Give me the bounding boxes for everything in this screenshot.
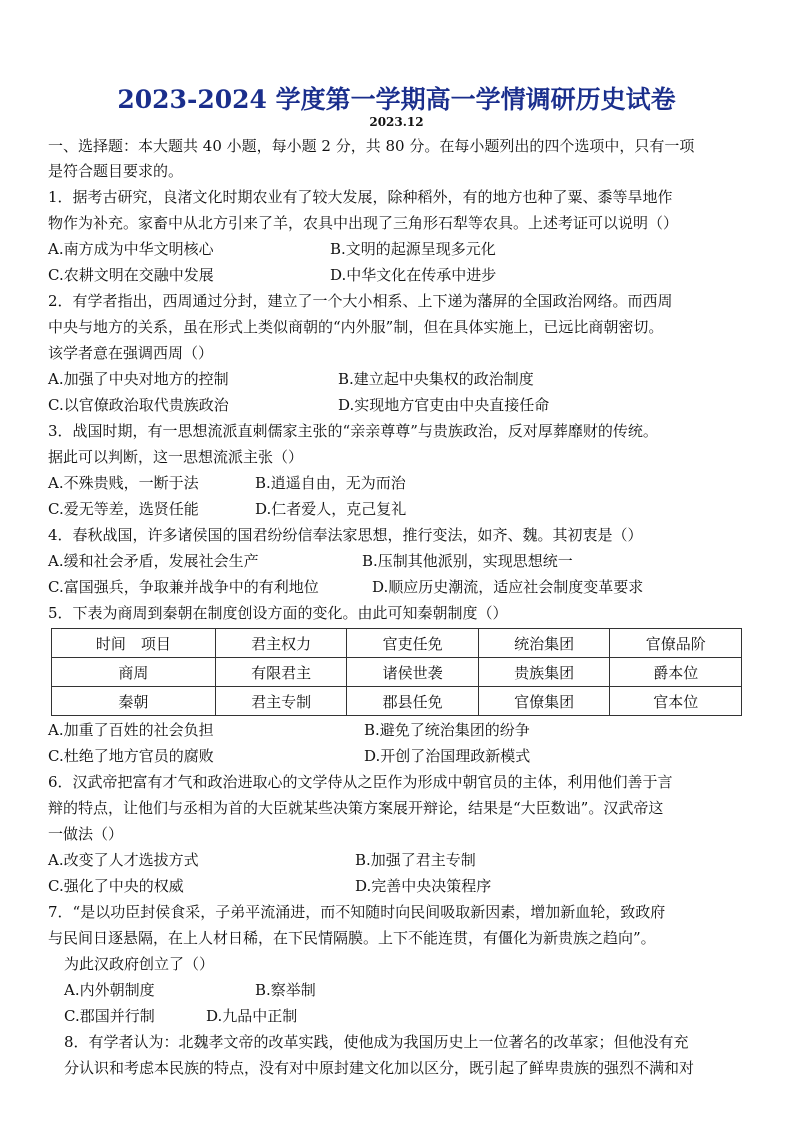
question-3-option-c: C.爱无等差，选贤任能 [48,500,199,518]
question-1-stem: 1．据考古研究，良渚文化时期农业有了较大发展，除种稻外，有的地方也种了粟、黍等旱地作 [48,188,673,206]
question-4-option-b: B.压制其他派别，实现思想统一 [362,552,573,570]
question-2-stem-cont: 中央与地方的关系，虽在形式上类似商朝的“内外服”制，但在具体实施上，已远比商朝密切。 [48,318,664,336]
question-2-option-d: D.实现地方官吏由中央直接任命 [338,396,550,414]
question-2-option-c: C.以官僚政治取代贵族政治 [48,396,229,414]
comparison-table [51,628,742,716]
question-5-option-c: C.杜绝了地方官员的腐败 [48,747,214,765]
table-cell: 秦朝 [52,687,216,716]
question-6-stem: 6．汉武帝把富有才气和政治进取心的文学侍从之臣作为形成中朝官员的主体，利用他们善于言 [48,773,673,791]
question-7-option-b: B.察举制 [255,981,316,999]
table-header-row [52,629,742,658]
exam-date: 2023.12 [369,115,424,129]
question-7-stem: 7．“是以功臣封侯食采，子弟平流涌进，而不知随时向民间吸取新因素，增加新血轮，致政府 [48,903,666,921]
question-6-option-d: D.完善中央决策程序 [355,877,492,895]
table-header-cell: 统治集团 [478,629,610,658]
table-cell: 商周 [52,658,216,687]
question-2-option-b: B.建立起中央集权的政治制度 [338,370,534,388]
question-5-option-d: D.开创了治国理政新模式 [364,747,531,765]
question-1-stem-cont: 物作为补充。家畜中从北方引来了羊，农具中出现了三角形石犁等农具。上述考证可以说明（） [48,214,679,232]
question-2-stem-end: 该学者意在强调西周（） [48,344,214,362]
question-1-option-d: D.中华文化在传承中进步 [330,266,497,284]
table-row [52,687,742,716]
question-3-stem-cont: 据此可以判断，这一思想流派主张（） [48,448,304,466]
exam-title: 2023-2024 学度第一学期高一学情调研历史试卷 [117,85,676,114]
question-8-stem-cont: 分认识和考虑本民族的特点，没有对中原封建文化加以区分，既引起了鲜卑贵族的强烈不满和对 [64,1059,695,1077]
question-6-stem-end: 一做法（） [48,825,124,843]
table-cell: 贵族集团 [478,658,610,687]
question-4-option-a: A.缓和社会矛盾，发展社会生产 [48,552,259,570]
question-7-option-d: D.九品中正制 [206,1007,298,1025]
table-header-cell: 官吏任免 [347,629,479,658]
question-3-option-b: B.逍遥自由，无为而治 [255,474,406,492]
question-2-option-a: A.加强了中央对地方的控制 [48,370,229,388]
section-instructions-cont: 是符合题目要求的。 [48,162,184,180]
question-4-stem: 4．春秋战国，许多诸侯国的国君纷纷信奉法家思想，推行变法，如齐、魏。其初衷是（） [48,526,643,544]
question-6-option-b: B.加强了君主专制 [355,851,476,869]
section-instructions: 一、选择题：本大题共 40 小题，每小题 2 分，共 80 分。在每小题列出的四个选项中，只有一项 [48,137,695,155]
question-5-option-b: B.避免了统治集团的纷争 [364,721,530,739]
question-7-stem-cont: 与民间日逐悬隔，在上人材日稀，在下民情隔膜。上下不能连贯，有僵化为新贵族之趋向”。 [48,929,656,947]
table-cell: 有限君主 [215,658,347,687]
table-cell: 君主专制 [215,687,347,716]
table-row [52,658,742,687]
question-8-stem: 8．有学者认为：北魏孝文帝的改革实践，使他成为我国历史上一位著名的改革家；但他没有充 [64,1033,689,1051]
question-1-option-b: B.文明的起源呈现多元化 [330,240,496,258]
question-6-option-a: A.改变了人才选拔方式 [48,851,199,869]
question-3-option-d: D.仁者爱人，克己复礼 [255,500,407,518]
question-2-stem: 2．有学者指出，西周通过分封，建立了一个大小相系、上下递为藩屏的全国政治网络。而西周 [48,292,673,310]
question-3-option-a: A.不殊贵贱，一断于法 [48,474,199,492]
question-7-option-a: A.内外朝制度 [64,981,155,999]
question-4-option-c: C.富国强兵，争取兼并战争中的有利地位 [48,578,319,596]
question-7-option-c: C.郡国并行制 [64,1007,155,1025]
table-cell: 诸侯世袭 [347,658,479,687]
question-1-option-a: A.南方成为中华文明核心 [48,240,214,258]
table-header-cell: 时间 项目 [52,629,216,658]
table-cell: 爵本位 [610,658,742,687]
question-1-option-c: C.农耕文明在交融中发展 [48,266,214,284]
table-cell: 官本位 [610,687,742,716]
question-7-stem-end: 为此汉政府创立了（） [64,955,215,973]
table-cell: 郡县任免 [347,687,479,716]
question-4-option-d: D.顺应历史潮流，适应社会制度变革要求 [372,578,644,596]
question-5-stem: 5．下表为商周到秦朝在制度创设方面的变化。由此可知秦朝制度（） [48,604,508,622]
question-3-stem: 3．战国时期，有一思想流派直刺儒家主张的“亲亲尊尊”与贵族政治，反对厚葬靡财的传统。 [48,422,658,440]
table-header-cell: 官僚品阶 [610,629,742,658]
question-6-stem-cont: 辩的特点，让他们与丞相为首的大臣就某些决策方案展开辩论，结果是“大臣数诎”。汉武帝这 [48,799,664,817]
table-header-cell: 君主权力 [215,629,347,658]
question-6-option-c: C.强化了中央的权威 [48,877,184,895]
table-cell: 官僚集团 [478,687,610,716]
question-5-option-a: A.加重了百姓的社会负担 [48,721,214,739]
